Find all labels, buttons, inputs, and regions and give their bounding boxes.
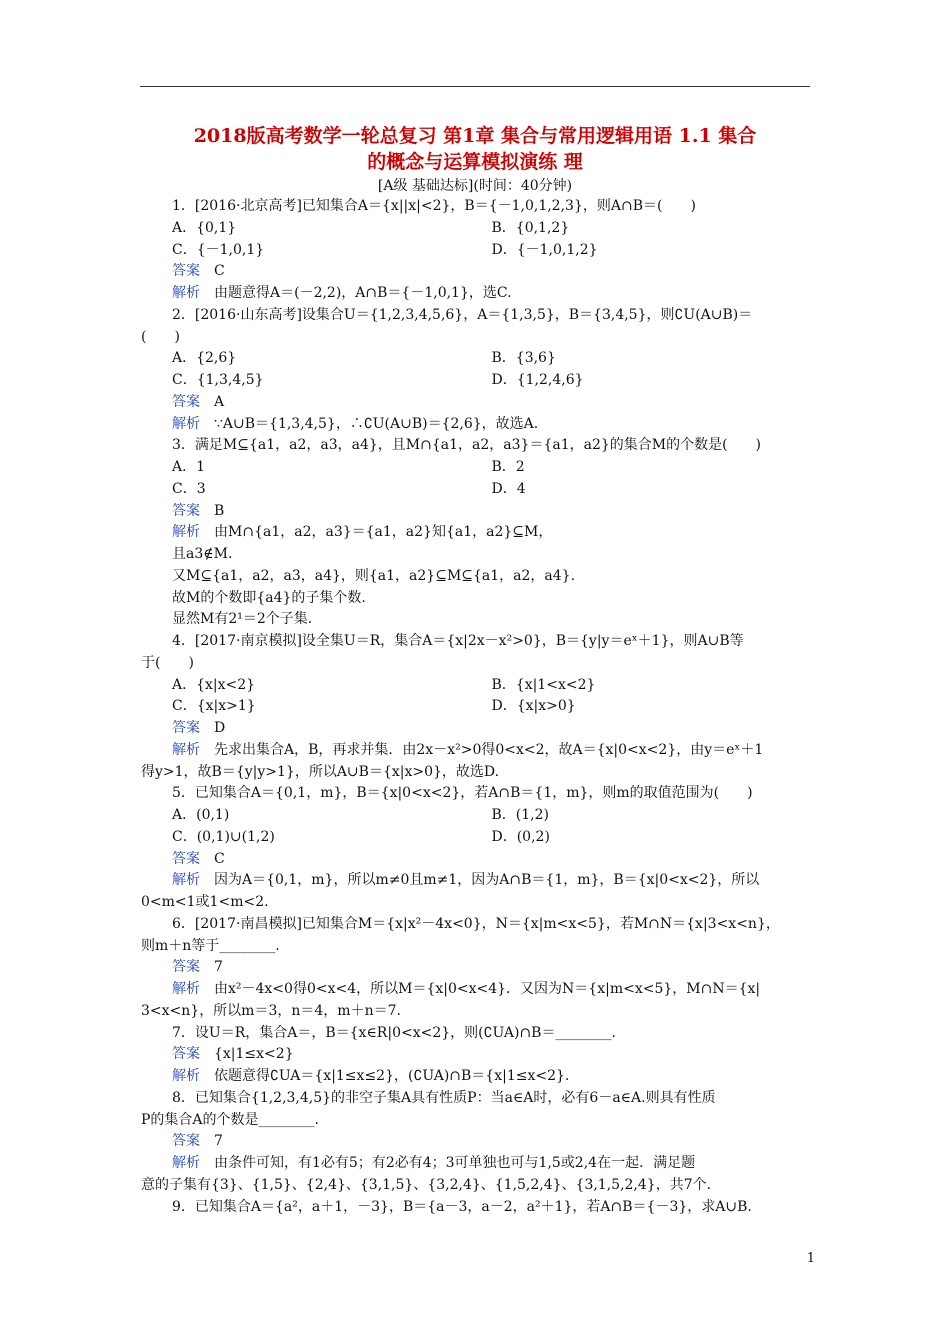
line-text: 4．[2017·南京模拟]设全集U＝R，集合A＝{x|2x－x²>0}，B＝{y|y＝eˣ＋1}，则A∪B等: [172, 633, 744, 649]
line-text: 且a3∉M.: [172, 546, 233, 562]
section-subtitle: [A级 基础达标](时间：40分钟): [377, 178, 573, 194]
line-text: 意的子集有{3}、{1,5}、{2,4}、{3,1,5}、{3,2,4}、{1,5,2,4}、{3,1,5,2,4}，共7个.: [141, 1176, 712, 1193]
line-text: 得y>1，故B＝{y|y>1}，所以A∪B＝{x|x>0}，故选D.: [141, 763, 500, 780]
line-text: 2．[2016·山东高考]设集合U＝{1,2,3,4,5,6}，A＝{1,3,5}，B＝{3,4,5}，则∁U(A∪B)＝: [172, 306, 753, 323]
continuation-line: [141, 1110, 811, 1132]
line-text: 7: [214, 959, 223, 976]
analysis-line: [141, 522, 811, 544]
analysis-line: [141, 740, 811, 762]
answer-line: [141, 849, 811, 871]
line-text: 由x²－4x<0得0<x<4，所以M＝{x|0<x<4}．又因为N＝{x|m<x<5}，M∩N＝{x|: [214, 981, 761, 997]
option: A．(0,1): [172, 807, 230, 823]
explanation-line: [141, 544, 811, 566]
line-text: B: [214, 502, 225, 519]
answer-line: [141, 1044, 811, 1066]
analysis-line: [141, 283, 811, 305]
question-line: [141, 1197, 811, 1219]
option: D．{x|x>0}: [491, 698, 576, 715]
continuation-line: [141, 1001, 811, 1023]
line-text: 7．设U＝R，集合A＝，B＝{x∈R|0<x<2}，则(∁UA)∩B＝________.: [172, 1024, 616, 1041]
answer-label: 答案: [172, 1046, 200, 1063]
analysis-label: 解析: [172, 285, 200, 301]
line-text: 8．已知集合{1,2,3,4,5}的非空子集A具有性质P：当a∈A时，必有6－a∈A.则具有性质: [172, 1089, 716, 1106]
document-title: [140, 123, 810, 175]
options-row: [141, 370, 811, 392]
answer-label: 答案: [172, 502, 200, 519]
line-text: 则m＋n等于________.: [141, 937, 280, 954]
question-line: [141, 196, 811, 218]
options-row: [141, 675, 811, 697]
option: B．{x|1<x<2}: [491, 676, 596, 693]
header-rule: [140, 86, 810, 87]
continuation-line: [141, 1175, 811, 1197]
option: A．{x|x<2}: [172, 676, 256, 693]
analysis-line: [141, 1066, 811, 1088]
options-row: [141, 479, 811, 501]
line-text: ( ): [141, 328, 180, 345]
line-text: 依题意得∁UA＝{x|1≤x≤2}，(∁UA)∩B＝{x|1≤x<2}.: [214, 1068, 570, 1084]
option: C．{x|x>1}: [172, 698, 256, 715]
explanation-line: [141, 566, 811, 588]
options-row: [141, 696, 811, 718]
line-text: 由条件可知，有1必有5；有2必有4；3可单独也可与1,5或2,4在一起．满足题: [214, 1155, 696, 1171]
analysis-label: 解析: [172, 741, 200, 758]
line-text: ∵A∪B＝{1,3,4,5}，∴∁U(A∪B)＝{2,6}，故选A.: [214, 415, 539, 432]
question-line: [141, 1023, 811, 1045]
line-text: 故M的个数即{a4}的子集个数.: [172, 589, 366, 606]
option: C．(0,1)∪(1,2): [172, 828, 275, 845]
line-text: C: [214, 263, 225, 280]
analysis-line: [141, 1153, 811, 1175]
question-line: [141, 305, 811, 327]
continuation-line: [141, 892, 811, 914]
continuation-line: [141, 936, 811, 958]
option: C．{1,3,4,5}: [172, 372, 264, 388]
line-text: P的集合A的个数是________.: [141, 1111, 319, 1128]
options-row: [141, 348, 811, 370]
question-line: [141, 1088, 811, 1110]
line-text: 0<m<1或1<m<2.: [141, 894, 269, 910]
answer-label: 答案: [172, 959, 200, 976]
analysis-label: 解析: [172, 415, 200, 432]
answer-label: 答案: [172, 720, 200, 736]
option: B．{0,1,2}: [491, 219, 570, 236]
option: C．{－1,0,1}: [172, 241, 265, 258]
options-row: [141, 805, 811, 827]
line-text: 9．已知集合A＝{a²，a＋1，－3}，B＝{a－3，a－2，a²＋1}，若A∩B＝{－3}，求A∪B.: [172, 1198, 752, 1215]
options-row: [141, 457, 811, 479]
line-text: 先求出集合A，B，再求并集．由2x－x²>0得0<x<2，故A＝{x|0<x<2}，由y＝eˣ＋1: [214, 741, 764, 758]
options-row: [141, 218, 811, 240]
option: A．{0,1}: [172, 219, 237, 236]
question-line: [141, 914, 811, 936]
line-text: 1．[2016·北京高考]已知集合A＝{x||x|<2}，B＝{－1,0,1,2,3}，则A∩B＝( ): [172, 198, 696, 214]
line-text: 由题意得A＝(－2,2)，A∩B＝{－1,0,1}，选C.: [214, 285, 512, 301]
answer-label: 答案: [172, 393, 200, 410]
line-text: 6．[2017·南昌模拟]已知集合M＝{x|x²－4x<0}，N＝{x|m<x<5}，若M∩N＝{x|3<x<n}，: [172, 915, 780, 932]
option: B．(1,2): [491, 807, 549, 823]
line-text: 3<x<n}，所以m＝3，n＝4，m＋n＝7.: [141, 1002, 401, 1019]
option: D．{1,2,4,6}: [491, 372, 584, 388]
analysis-line: [141, 414, 811, 436]
answer-line: [141, 261, 811, 283]
answer-line: [141, 718, 811, 740]
explanation-line: [141, 609, 811, 631]
answer-line: [141, 501, 811, 523]
line-text: 7: [214, 1133, 223, 1150]
line-text: {x|1≤x<2}: [214, 1046, 294, 1063]
page-number: 1: [806, 1251, 815, 1266]
question-line: [141, 631, 811, 653]
option: A．1: [172, 459, 206, 475]
answer-label: 答案: [172, 1133, 200, 1150]
analysis-label: 解析: [172, 524, 200, 541]
line-text: A: [214, 393, 225, 410]
option: D．{－1,0,1,2}: [491, 241, 598, 258]
question-line: [141, 783, 811, 805]
analysis-line: [141, 979, 811, 1001]
continuation-line: [141, 327, 811, 349]
analysis-label: 解析: [172, 981, 200, 997]
line-text: 又M⊆{a1，a2，a3，a4}，则{a1，a2}⊆M⊆{a1，a2，a4}.: [172, 567, 576, 584]
line-text: C: [214, 850, 225, 867]
line-text: D: [214, 720, 226, 736]
analysis-line: [141, 870, 811, 892]
question-line: [141, 435, 811, 457]
line-text: 3．满足M⊆{a1，a2，a3，a4}，且M∩{a1，a2，a3}＝{a1，a2}的集合M的个数是( ): [172, 437, 762, 454]
title-line-1: 2018版高考数学一轮总复习 第1章 集合与常用逻辑用语 1.1 集合: [193, 125, 757, 147]
option: C．3: [172, 480, 206, 497]
answer-label: 答案: [172, 263, 200, 280]
options-row: [141, 827, 811, 849]
option: A．{2,6}: [172, 350, 237, 367]
analysis-label: 解析: [172, 1155, 200, 1171]
answer-line: [141, 392, 811, 414]
continuation-line: [141, 762, 811, 784]
option: D．(0,2): [491, 828, 550, 845]
answer-line: [141, 957, 811, 979]
continuation-line: [141, 653, 811, 675]
line-text: 5．已知集合A＝{0,1，m}，B＝{x|0<x<2}，若A∩B＝{1，m}，则m的取值范围为( ): [172, 785, 753, 802]
option: D．4: [491, 480, 526, 497]
analysis-label: 解析: [172, 1068, 200, 1084]
options-row: [141, 240, 811, 262]
line-text: 显然M有2¹＝2个子集.: [172, 611, 313, 628]
option: B．2: [491, 459, 525, 475]
option: B．{3,6}: [491, 350, 556, 367]
line-text: 因为A＝{0,1，m}，所以m≠0且m≠1，因为A∩B＝{1，m}，B＝{x|0<x<2}，所以: [214, 872, 760, 889]
line-text: 由M∩{a1，a2，a3}＝{a1，a2}知{a1，a2}⊆M，: [214, 524, 553, 541]
answer-line: [141, 1131, 811, 1153]
title-line-2: 的概念与运算模拟演练 理: [367, 151, 583, 173]
explanation-line: [141, 588, 811, 610]
analysis-label: 解析: [172, 872, 200, 889]
answer-label: 答案: [172, 850, 200, 867]
exercise-content: [141, 196, 811, 1218]
line-text: 于( ): [141, 654, 194, 671]
